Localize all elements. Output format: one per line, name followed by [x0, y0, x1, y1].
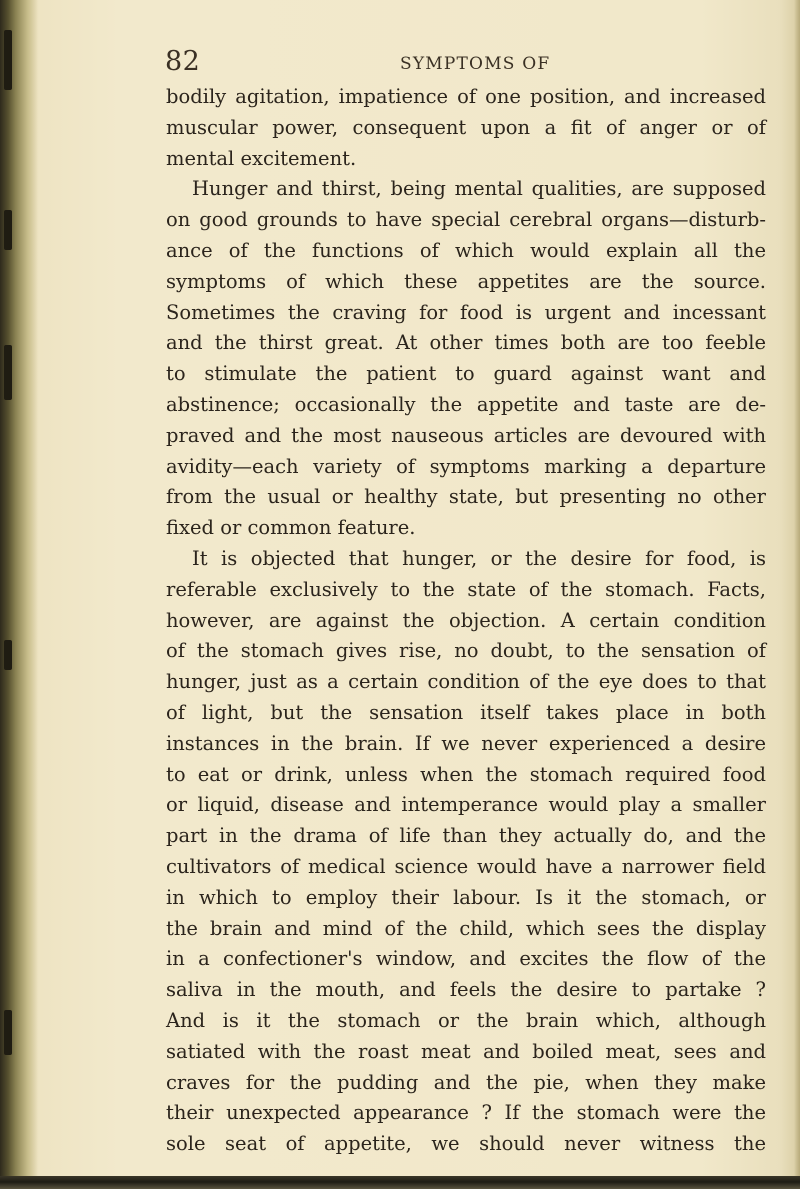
page-header — [165, 40, 765, 80]
text-line: part in the drama of life than they actually do, and the — [166, 824, 766, 848]
text-line: to eat or drink, unless when the stomach required food — [166, 762, 766, 786]
page-right-edge — [794, 0, 800, 1189]
text-line: on good grounds to have special cerebral organs—disturb- — [166, 208, 766, 232]
text-line: the brain and mind of the child, which sees the display — [166, 916, 766, 940]
text-line: however, are against the objection. A certain condition — [166, 608, 766, 632]
text-line: And is it the stomach or the brain which, although — [166, 1008, 766, 1032]
text-line: of the stomach gives rise, no doubt, to the sensation of — [166, 639, 766, 663]
text-line: of light, but the sensation itself takes place in both — [166, 700, 766, 724]
text-line: hunger, just as a certain condition of the eye does to that — [166, 670, 766, 694]
text-line: It is objected that hunger, or the desire for food, is — [192, 546, 766, 570]
text-line: and the thirst great. At other times both are too feeble — [166, 331, 766, 355]
page-number: 82 — [165, 46, 201, 77]
text-line: saliva in the mouth, and feels the desire to partake ? — [166, 978, 766, 1002]
page-bottom-edge — [0, 1176, 800, 1189]
text-line: in which to employ their labour. Is it the stomach, or — [166, 885, 766, 909]
text-line: fixed or common feature. — [166, 516, 416, 540]
text-line: muscular power, consequent upon a fit of anger or of — [166, 115, 766, 139]
text-line: praved and the most nauseous articles are devoured with — [166, 423, 766, 447]
text-line: cultivators of medical science would have a narrower field — [166, 854, 766, 878]
text-line: referable exclusively to the state of the stomach. Facts, — [166, 577, 766, 601]
text-line: avidity—each variety of symptoms marking a departure — [166, 454, 766, 478]
body-text — [166, 82, 766, 1160]
running-head: SYMPTOMS OF — [400, 54, 551, 74]
text-line: bodily agitation, impatience of one position, and increased — [166, 85, 766, 108]
text-line: to stimulate the patient to guard against want and — [166, 362, 766, 386]
text-line: satiated with the roast meat and boiled meat, sees and — [166, 1039, 766, 1063]
text-line: Sometimes the craving for food is urgent and incessant — [166, 300, 766, 324]
spine-binding-mark — [4, 30, 12, 90]
text-line: sole seat of appetite, we should never witness the — [166, 1132, 766, 1156]
text-line: or liquid, disease and intemperance would play a smaller — [166, 793, 766, 817]
text-line: instances in the brain. If we never experienced a desire — [166, 731, 766, 755]
spine-binding-mark — [4, 1010, 12, 1055]
text-line: symptoms of which these appetites are the source. — [166, 269, 766, 293]
text-line: craves for the pudding and the pie, when they make — [166, 1070, 766, 1094]
text-line: their unexpected appearance ? If the stomach were the — [166, 1101, 766, 1125]
text-line: abstinence; occasionally the appetite and taste are de- — [166, 392, 766, 416]
text-line: from the usual or healthy state, but presenting no other — [166, 485, 766, 509]
spine-binding-mark — [4, 640, 12, 670]
text-line: Hunger and thirst, being mental qualities, are supposed — [192, 177, 766, 201]
text-line: ance of the functions of which would explain all the — [166, 238, 766, 262]
text-line: mental excitement. — [166, 146, 357, 170]
spine-binding-mark — [4, 345, 12, 400]
text-line: in a confectioner's window, and excites the flow of the — [166, 947, 766, 971]
spine-binding-mark — [4, 210, 12, 250]
